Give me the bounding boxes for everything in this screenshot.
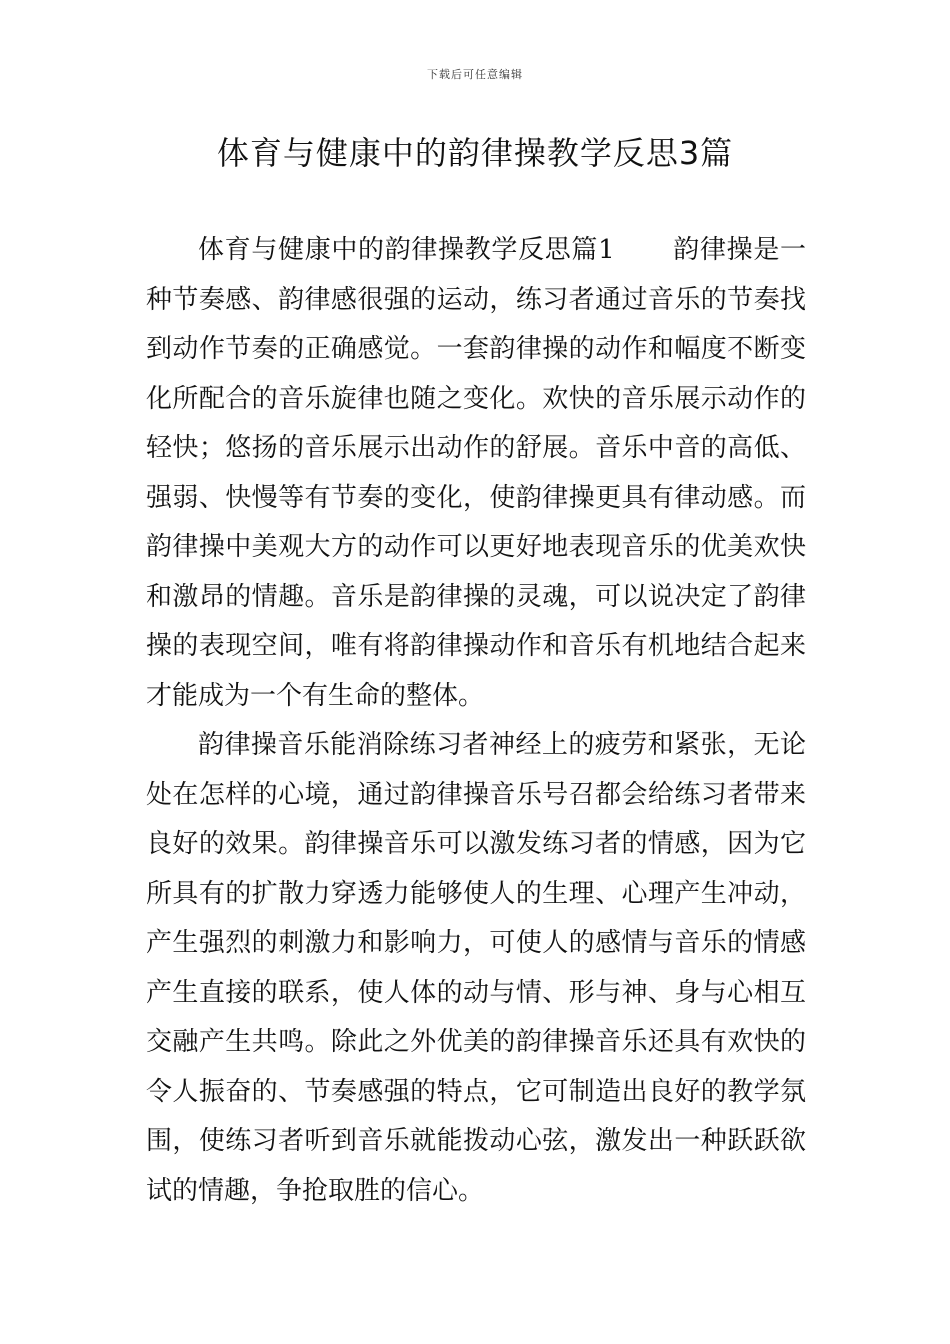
- header-note: 下载后可任意编辑: [427, 68, 523, 81]
- paragraph-1: [146, 226, 806, 721]
- section-heading: 体育与健康中的韵律操教学反思篇1: [198, 235, 615, 265]
- paragraph-2: 韵律操音乐能消除练习者神经上的疲劳和紧张，无论处在怎样的心境，通过韵律操音乐号召都会给练习者带来良好的效果。韵律操音乐可以激发练习者的情感，因为它所具有的扩散力穿透力能够使人的生理、心理产生冲动，产生强烈的刺激力和影响力，可使人的感情与音乐的情感产生直接的联系，使人体的动与情、形与神、身与心相互交融产生共鸣。除此之外优美的韵律操音乐还具有欢快的令人振奋的、节奏感强的特点，它可制造出良好的教学氛围，使练习者听到音乐就能拨动心弦，激发出一种跃跃欲试的情趣，争抢取胜的信心。: [146, 730, 806, 1206]
- document-title: 体育与健康中的韵律操教学反思3篇: [216, 134, 734, 172]
- document-body: [146, 226, 806, 1216]
- paragraph-1-text: 韵律操是一种节奏感、韵律感很强的运动，练习者通过音乐的节奏找到动作节奏的正确感觉。一套韵律操的动作和幅度不断变化所配合的音乐旋律也随之变化。欢快的音乐展示动作的轻快；悠扬的音乐展示出动作的舒展。音乐中音的高低、强弱、快慢等有节奏的变化，使韵律操更具有律动感。而韵律操中美观大方的动作可以更好地表现音乐的优美欢快和激昂的情趣。音乐是韵律操的灵魂，可以说决定了韵律操的表现空间，唯有将韵律操动作和音乐有机地结合起来才能成为一个有生命的整体。: [146, 235, 806, 711]
